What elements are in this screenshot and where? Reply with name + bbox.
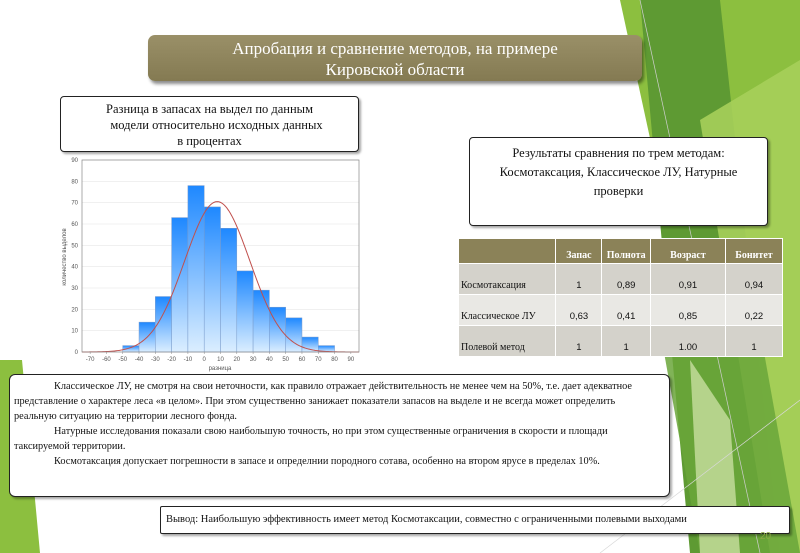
- results-line-1: Результаты сравнения по трем методам:: [512, 146, 725, 160]
- cell-value: 0,94: [725, 264, 782, 295]
- svg-text:10: 10: [71, 328, 78, 335]
- cell-value: 0,22: [725, 295, 782, 326]
- page-number: 20: [760, 531, 772, 542]
- header-vozrast: Возраст: [650, 239, 725, 264]
- svg-text:60: 60: [71, 222, 78, 228]
- svg-text:30: 30: [249, 357, 257, 363]
- svg-text:0: 0: [202, 357, 206, 363]
- svg-text:-70: -70: [85, 357, 95, 363]
- svg-text:20: 20: [233, 357, 241, 363]
- svg-text:60: 60: [298, 357, 306, 363]
- title-line-2: Кировской области: [325, 60, 465, 79]
- x-axis-label: разница: [208, 366, 232, 372]
- results-line-3: проверки: [593, 184, 644, 198]
- note-paragraph-1: Классическое ЛУ, не смотря на свои неточности, как правило отражает действительность не менее чем на 50%, т.е. дает адекватное представление о характере леса «в целом». При этом существенно занижает показатели запасов на выделе и не всегда может определить реальную ситуацию на территории лесного фонда.: [14, 381, 632, 422]
- svg-text:50: 50: [282, 357, 290, 363]
- title-banner: [148, 35, 642, 81]
- svg-text:0: 0: [74, 350, 78, 356]
- row-method: Полевой метод: [459, 326, 556, 357]
- note-paragraph-2: Натурные исследования показали свою наибольшую точность, но при этом существенные ограничения в скорости и площади таксируемой территории.: [14, 426, 608, 452]
- svg-text:-40: -40: [134, 357, 144, 363]
- results-line-2: Космотаксация, Классическое ЛУ, Натурные: [499, 165, 738, 179]
- comparison-table: [458, 238, 783, 357]
- svg-text:10: 10: [217, 357, 224, 363]
- cell-value: 1: [556, 264, 602, 295]
- svg-text:-20: -20: [167, 357, 176, 363]
- y-axis-ticks: [71, 158, 78, 356]
- conclusion-text: Вывод: Наибольшую эффективность имеет метод Космотаксации, совместно с ограниченными полевыми выходами: [166, 514, 687, 525]
- cell-value: 1.00: [650, 326, 725, 357]
- title-line-1: Апробация и сравнение методов, на примере: [232, 39, 558, 58]
- svg-text:40: 40: [266, 357, 273, 363]
- svg-text:20: 20: [71, 307, 78, 314]
- table-header-row: [459, 239, 783, 264]
- table-row: [459, 295, 783, 326]
- svg-text:80: 80: [71, 179, 78, 186]
- svg-text:70: 70: [71, 200, 78, 207]
- cell-value: 1: [556, 326, 602, 357]
- caption-line-1: Разница в запасах на выдел по данным: [106, 102, 313, 116]
- conclusion-box: [160, 506, 790, 534]
- row-method: Космотаксация: [459, 264, 556, 295]
- header-empty: [459, 239, 556, 264]
- x-axis-ticks: [86, 352, 355, 363]
- cell-value: 0,91: [650, 264, 725, 295]
- svg-text:-10: -10: [183, 357, 193, 363]
- svg-text:30: 30: [71, 286, 78, 292]
- cell-value: 1: [602, 326, 651, 357]
- cell-value: 0,89: [602, 264, 651, 295]
- svg-text:-50: -50: [118, 357, 128, 363]
- y-axis-label: количество выделов: [62, 228, 68, 286]
- header-bonitet: Бонитет: [725, 239, 782, 264]
- svg-text:90: 90: [71, 158, 78, 164]
- svg-text:-30: -30: [150, 357, 160, 363]
- svg-text:-60: -60: [102, 357, 111, 363]
- header-zapas: Запас: [556, 239, 602, 264]
- note-paragraph-3: Космотаксация допускает погрешности в запасе и определнии породного сотава, особенно на втором ярусе в пределах 10%.: [54, 456, 600, 467]
- caption-line-2: модели относительно исходных данных: [110, 118, 323, 132]
- svg-text:40: 40: [71, 264, 78, 271]
- table-row: [459, 326, 783, 357]
- svg-text:70: 70: [314, 357, 322, 363]
- caption-line-3: в процентах: [177, 134, 242, 148]
- svg-text:50: 50: [71, 243, 78, 250]
- cell-value: 1: [725, 326, 782, 357]
- header-polnota: Полнота: [602, 239, 651, 264]
- table-row: [459, 264, 783, 295]
- cell-value: 0,63: [556, 295, 602, 326]
- svg-text:80: 80: [331, 357, 338, 363]
- histogram-chart: [58, 157, 363, 372]
- row-method: Классическое ЛУ: [459, 295, 556, 326]
- chart-caption-box: [60, 96, 359, 152]
- notes-box: [9, 374, 670, 497]
- cell-value: 0,85: [650, 295, 725, 326]
- histogram-svg: [58, 157, 363, 372]
- svg-text:90: 90: [347, 357, 355, 363]
- results-summary-box: [469, 137, 768, 226]
- cell-value: 0,41: [602, 295, 651, 326]
